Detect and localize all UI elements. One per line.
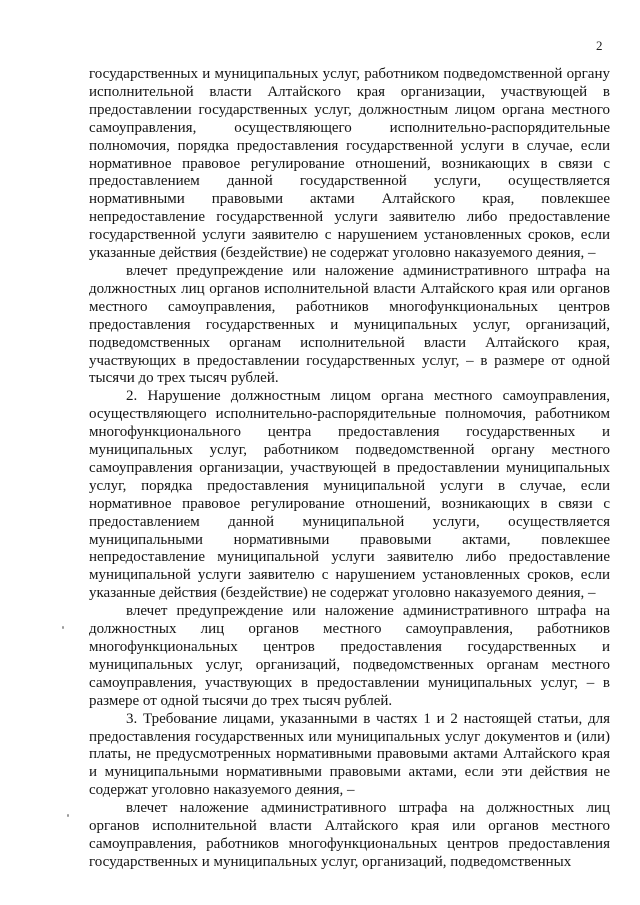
scan-speck	[62, 626, 64, 629]
paragraph-part-3: 3. Требование лицами, указанными в частях 1 и 2 настоящей статьи, для предоставления государственных или муниципальных услуг документов и (или) платы, не предусмотренных нормативными правовыми актами Алтайского края и муниципальными нормативными правовыми актами, если эти действия не содержат уголовно наказуемого деяния, –	[89, 710, 610, 799]
paragraph-continuation-part-1: государственных и муниципальных услуг, работником подведомственной органу исполнительной власти Алтайского края организации, участвующей в предоставлении государственных услуг, должностным лицом органа местного самоуправления, осуществляющего исполнительно-распорядительные полномочия, порядка предоставления государственной услуги в случае, если нормативное правовое регулирование отношений, возникающих в связи с предоставлением данной государственной услуги, осуществляется нормативными правовыми актами Алтайского края, повлекшее непредоставление государственной услуги заявителю либо предоставление государственной услуги заявителю с нарушением установленных сроков, если указанные действия (бездействие) не содержат уголовно наказуемого деяния, –	[89, 66, 610, 262]
page-number: 2	[596, 38, 603, 53]
paragraph-part-2: 2. Нарушение должностным лицом органа местного самоуправления, осуществляющего исполнительно-распорядительные полномочия, работником многофункционального центра предоставления государственных и муниципальных услуг, работником подведомственной органу местного самоуправления организации, участвующей в предоставлении муниципальных услуг, порядка предоставления муниципальной услуги в случае, если нормативное правовое регулирование отношений, возникающих в связи с предоставлением данной муниципальной услуги, осуществляется муниципальными нормативными правовыми актами, повлекшее непредоставление муниципальной услуги заявителю либо предоставление муниципальной услуги заявителю с нарушением установленных сроков, если указанные действия (бездействие) не содержат уголовно наказуемого деяния, –	[89, 388, 610, 602]
paragraph-penalty-part-1: влечет предупреждение или наложение административного штрафа на должностных лиц органов исполнительной власти Алтайского края или органов местного самоуправления, работников многофункциональных центров предоставления государственных и муниципальных услуг, организаций, подведомственных органам исполнительной власти Алтайского края, участвующих в предоставлении государственных услуг, – в размере от одной тысячи до трех тысяч рублей.	[89, 262, 610, 387]
paragraph-penalty-part-3: влечет наложение административного штрафа на должностных лиц органов исполнительной власти Алтайского края или органов местного самоуправления, работников многофункциональных центров предоставления государственных и муниципальных услуг, организаций, подведомственных	[89, 800, 610, 870]
paragraph-penalty-part-2: влечет предупреждение или наложение административного штрафа на должностных лиц органов местного самоуправления, работников многофункциональных центров предоставления государственных и муниципальных услуг, организаций, подведомственных органам местного самоуправления, участвующих в предоставлении муниципальных услуг, – в размере от одной тысячи до трех тысяч рублей.	[89, 603, 610, 709]
scan-speck	[67, 814, 69, 817]
document-body	[89, 66, 610, 872]
